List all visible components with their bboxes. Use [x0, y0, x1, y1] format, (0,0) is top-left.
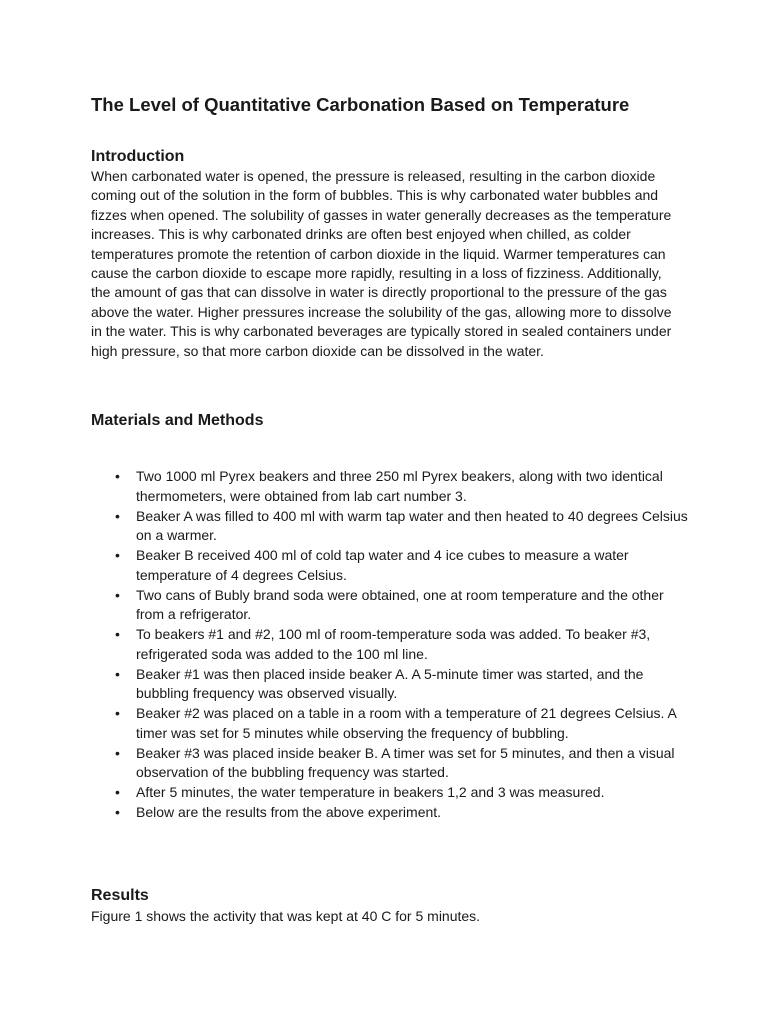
- bullet-icon: •: [115, 507, 120, 524]
- list-item: [91, 665, 691, 705]
- bullet-icon: •: [115, 547, 120, 563]
- list-item-text: To beakers #1 and #2, 100 ml of room-temperature soda was added. To beaker #3, refrigerated soda was added to the 100 ml line.: [136, 626, 651, 662]
- list-item-text: Beaker A was filled to 400 ml with warm tap water and then heated to 40 degrees Celsius on a warmer.: [136, 507, 688, 544]
- results-paragraph: Figure 1 shows the activity that was kept at 40 C for 5 minutes.: [91, 908, 481, 924]
- list-item-text: After 5 minutes, the water temperature in beakers 1,2 and 3 was measured.: [136, 784, 605, 800]
- list-item: [91, 744, 691, 784]
- list-item: [91, 546, 691, 586]
- list-item-text: Beaker #1 was then placed inside beaker A. A 5-minute timer was started, and the bubbling frequency was observed visually.: [136, 665, 644, 702]
- methods-heading: Materials and Methods: [91, 412, 264, 429]
- bullet-icon: •: [115, 468, 120, 484]
- list-item-text: Two cans of Bubly brand soda were obtained, one at room temperature and the other from a refrigerator.: [136, 586, 664, 623]
- list-item: [91, 704, 691, 744]
- list-item: [91, 507, 691, 547]
- bullet-icon: •: [115, 626, 120, 642]
- list-item: [91, 803, 691, 823]
- list-item: [91, 467, 691, 507]
- list-item: [91, 586, 691, 626]
- list-item-text: Below are the results from the above experiment.: [136, 803, 442, 820]
- list-item-text: Beaker #2 was placed on a table in a room with a temperature of 21 degrees Celsius. A timer was set for 5 minutes while observing the frequency of bubbling.: [136, 705, 677, 741]
- list-item-text: Two 1000 ml Pyrex beakers and three 250 ml Pyrex beakers, along with two identical thermometers, were obtained from lab cart number 3.: [136, 468, 663, 504]
- list-item-text: Beaker B received 400 ml of cold tap water and 4 ice cubes to measure a water temperature of 4 degrees Celsius.: [136, 547, 629, 583]
- list-item: [91, 625, 691, 665]
- bullet-icon: •: [115, 784, 120, 800]
- results-heading: Results: [91, 887, 149, 904]
- bullet-icon: •: [115, 586, 120, 603]
- document-title: The Level of Quantitative Carbonation Based on Temperature: [91, 94, 630, 115]
- bullet-icon: •: [115, 665, 120, 682]
- methods-list: [91, 467, 691, 823]
- bullet-icon: •: [115, 705, 120, 721]
- list-item-text: Beaker #3 was placed inside beaker B. A timer was set for 5 minutes, and then a visual observation of the bubbling frequency was started.: [136, 744, 675, 781]
- introduction-paragraph: When carbonated water is opened, the pressure is released, resulting in the carbon dioxide coming out of the solution in the form of bubbles. This is why carbonated water bubbles and fizzes when opened. The solubility of gasses in water generally decreases as the temperature increases. This is why carbonated drinks are often best enjoyed when chilled, as colder temperatures promote the retention of carbon dioxide in the liquid. Warmer temperatures can cause the carbon dioxide to escape more rapidly, resulting in a loss of fizziness. Additionally, the amount of gas that can dissolve in water is directly proportional to the pressure of the gas above the water. Higher pressures increase the solubility of the gas, allowing more to dissolve in the water. This is why carbonated beverages are typically stored in sealed containers under high pressure, so that more carbon dioxide can be dissolved in the water.: [91, 168, 672, 359]
- bullet-icon: •: [115, 803, 120, 820]
- introduction-heading: Introduction: [91, 148, 185, 165]
- list-item: [91, 783, 691, 803]
- bullet-icon: •: [115, 744, 120, 761]
